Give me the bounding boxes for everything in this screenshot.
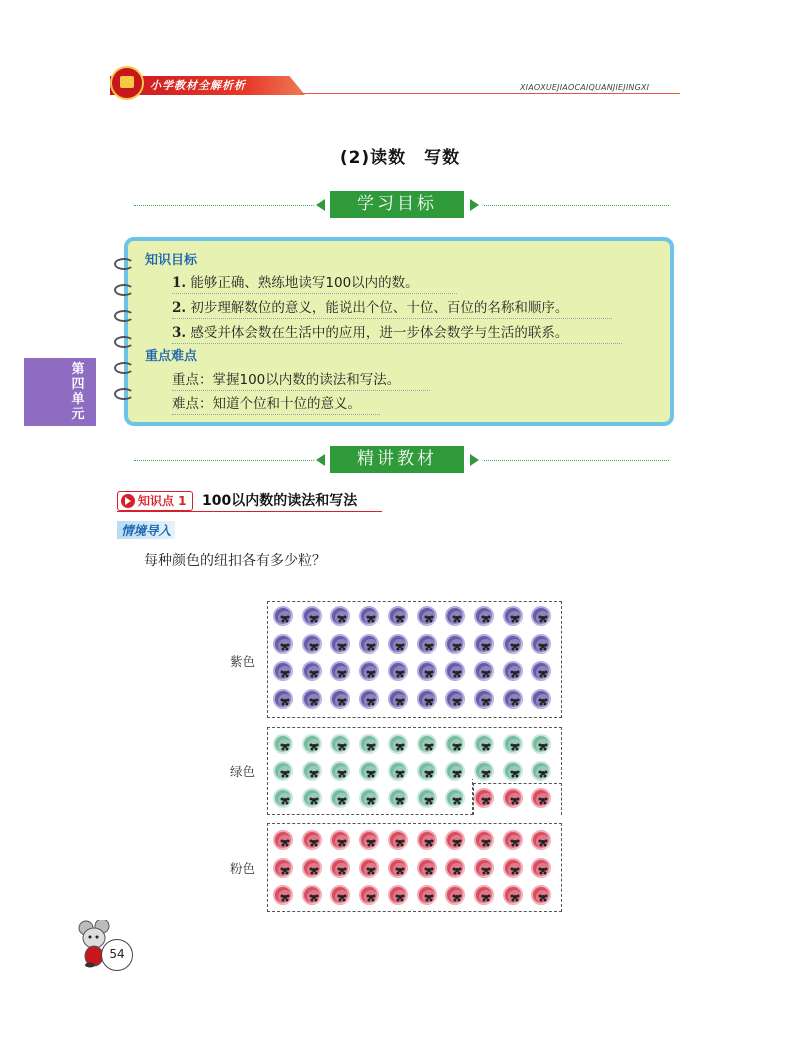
binder-ring-icon (114, 284, 134, 296)
purple-button-item (474, 661, 494, 681)
green-button-item (474, 734, 494, 754)
banner-rule-left (134, 205, 314, 206)
arrow-right-icon (470, 199, 479, 211)
book-pinyin: XIAOXUEJIAOCAIQUANJIEJINGXI (520, 83, 650, 92)
purple-button-item (302, 634, 322, 654)
goal-item (172, 296, 612, 319)
purple-button-item (388, 634, 408, 654)
pink-button-item (474, 830, 494, 850)
arrow-circle-icon (121, 494, 135, 508)
banner-rule-left (134, 460, 314, 461)
lecture-banner: 精讲教材 (330, 446, 464, 473)
purple-button-item (388, 661, 408, 681)
green-button-item (302, 788, 322, 808)
green-button-item (302, 734, 322, 754)
purple-button-item (503, 661, 523, 681)
purple-button-item (417, 661, 437, 681)
banner-rule-right (484, 460, 669, 461)
green-button-item (302, 761, 322, 781)
goals-banner: 学习目标 (330, 191, 464, 218)
page-number: 54 (101, 939, 133, 971)
book-logo-icon (110, 66, 144, 100)
green-button-item (417, 734, 437, 754)
binder-ring-icon (114, 362, 134, 374)
goal-text: 初步理解数位的意义，能说出个位、十位、百位的名称和顺序。 (190, 300, 569, 316)
binder-ring-icon (114, 310, 134, 322)
question-text: 每种颜色的纽扣各有多少粒？ (144, 553, 326, 569)
knowledge-goals-heading: 知识目标 (145, 253, 198, 268)
green-button-item (273, 788, 293, 808)
pink-button-item (388, 858, 408, 878)
binder-ring-icon (114, 258, 134, 270)
pink-button-item (474, 788, 494, 808)
purple-button-item (273, 689, 293, 709)
pink-button-item (503, 788, 523, 808)
purple-button-item (474, 606, 494, 626)
green-button-item (388, 734, 408, 754)
arrow-right-icon (470, 454, 479, 466)
pink-label: 粉色 (230, 861, 256, 876)
purple-button-item (445, 634, 465, 654)
section-title: (2)读数 写数 (339, 148, 461, 168)
pink-button-item (302, 885, 322, 905)
pink-button-item (445, 858, 465, 878)
purple-button-item (503, 606, 523, 626)
goal-item (172, 271, 457, 294)
banner-rule-right (484, 205, 669, 206)
purple-label: 紫色 (230, 654, 256, 669)
green-button-item (388, 761, 408, 781)
binder-ring-icon (114, 336, 134, 348)
purple-button-item (273, 606, 293, 626)
pink-button-item (531, 858, 551, 878)
green-button-item (388, 788, 408, 808)
goal-text: 能够正确、熟练地读写100以内的数。 (190, 275, 419, 291)
pink-button-item (503, 885, 523, 905)
green-label: 绿色 (230, 764, 256, 779)
knowledge-point-underline (117, 511, 382, 512)
purple-button-item (330, 634, 350, 654)
purple-button-item (417, 634, 437, 654)
key-points-heading: 重点难点 (145, 349, 198, 364)
purple-button-item (445, 689, 465, 709)
pink-button-item (417, 830, 437, 850)
green-button-item (273, 734, 293, 754)
purple-button-item (302, 661, 322, 681)
pink-button-item (503, 858, 523, 878)
purple-button-item (474, 689, 494, 709)
purple-button-item (503, 689, 523, 709)
green-button-item (503, 761, 523, 781)
pink-button-item (359, 830, 379, 850)
arrow-left-icon (316, 199, 325, 211)
key-point: 重点：掌握100以内数的读法和写法。 (172, 368, 430, 391)
green-button-item (417, 761, 437, 781)
unit-side-tab-label: 第四单元 (71, 362, 85, 422)
purple-button-item (330, 689, 350, 709)
purple-button-item (531, 689, 551, 709)
purple-button-item (273, 634, 293, 654)
goal-item (172, 321, 622, 344)
pink-button-item (273, 830, 293, 850)
pink-button-item (273, 858, 293, 878)
purple-button-item (388, 606, 408, 626)
purple-button-item (359, 689, 379, 709)
goal-text: 感受并体会数在生活中的应用，进一步体会数学与生活的联系。 (190, 325, 569, 341)
purple-button-item (503, 634, 523, 654)
pink-button-item (302, 830, 322, 850)
scene-intro-tag: 情境导入 (117, 521, 175, 539)
goal-number: 1. (172, 275, 187, 291)
pink-button-item (388, 885, 408, 905)
green-button-item (273, 761, 293, 781)
difficult-point: 难点：知道个位和十位的意义。 (172, 392, 380, 415)
pink-button-item (273, 885, 293, 905)
purple-button-item (388, 689, 408, 709)
header-rule (300, 93, 680, 94)
arrow-left-icon (316, 454, 325, 466)
pink-button-item (474, 885, 494, 905)
pink-button-item (417, 885, 437, 905)
purple-button-item (273, 661, 293, 681)
purple-button-item (359, 606, 379, 626)
purple-button-item (302, 606, 322, 626)
purple-button-item (474, 634, 494, 654)
green-button-item (417, 788, 437, 808)
pink-button-item (417, 858, 437, 878)
pink-button-item (359, 885, 379, 905)
purple-button-item (531, 634, 551, 654)
pink-button-item (302, 858, 322, 878)
pink-button-item (503, 830, 523, 850)
binder-ring-icon (114, 388, 134, 400)
purple-button-item (417, 689, 437, 709)
purple-button-item (359, 634, 379, 654)
goal-number: 2. (172, 300, 187, 316)
green-button-item (359, 788, 379, 808)
pink-button-item (474, 858, 494, 878)
pink-button-item (359, 858, 379, 878)
green-button-item (359, 761, 379, 781)
goal-number: 3. (172, 325, 187, 341)
purple-button-item (417, 606, 437, 626)
green-button-item (474, 761, 494, 781)
green-button-item (359, 734, 379, 754)
book-title: 小学教材全解析析 (150, 79, 246, 92)
pink-button-item (330, 858, 350, 878)
knowledge-point-tag: 知识点 1 (117, 491, 193, 511)
knowledge-point-title: 100以内数的读法和写法 (202, 493, 358, 509)
purple-button-item (302, 689, 322, 709)
green-button-item (503, 734, 523, 754)
pink-button-item (388, 830, 408, 850)
purple-button-item (359, 661, 379, 681)
